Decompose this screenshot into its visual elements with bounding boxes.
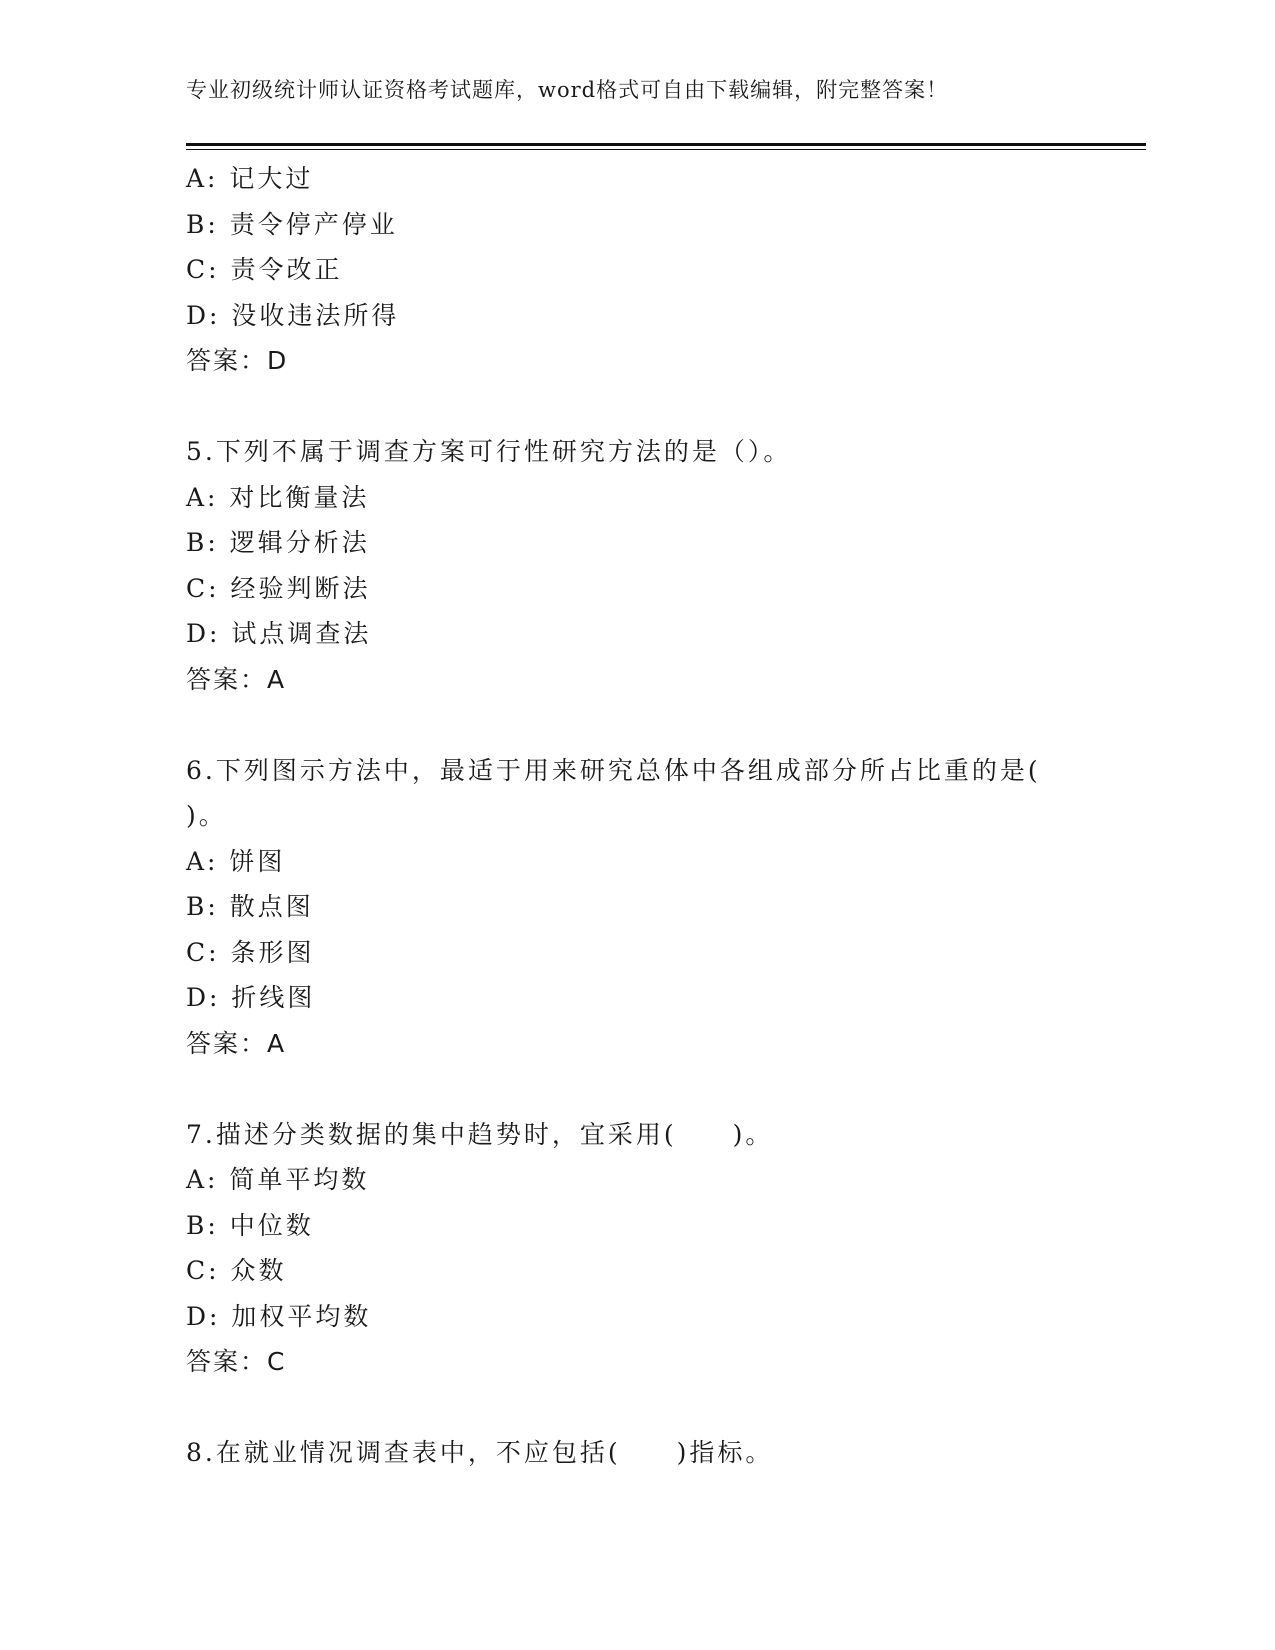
spacer bbox=[186, 384, 1106, 430]
option-b: B: 中位数 bbox=[186, 1210, 314, 1240]
option-d: D: 折线图 bbox=[186, 983, 316, 1012]
question-stem-continued: )。 bbox=[186, 801, 227, 830]
question-block-8 bbox=[186, 1430, 1106, 1476]
spacer bbox=[186, 1066, 1106, 1112]
option-d: D: 加权平均数 bbox=[186, 1301, 372, 1331]
option-b: B: 散点图 bbox=[186, 892, 314, 921]
question-block-5 bbox=[186, 429, 1106, 702]
option-a: A: 简单平均数 bbox=[186, 1165, 370, 1194]
option-c: C: 责令改正 bbox=[186, 255, 343, 284]
answer-line: 答案：D bbox=[186, 346, 289, 375]
question-stem: 8.在就业情况调查表中，不应包括( )指标。 bbox=[186, 1438, 774, 1467]
option-c: C: 众数 bbox=[186, 1256, 287, 1285]
option-a: A: 记大过 bbox=[186, 164, 314, 193]
header-divider-thick bbox=[186, 143, 1146, 146]
question-block-7 bbox=[186, 1112, 1106, 1385]
spacer bbox=[186, 1385, 1106, 1431]
answer-line: 答案：C bbox=[186, 1347, 287, 1376]
question-stem: 7.描述分类数据的集中趋势时，宜采用( )。 bbox=[186, 1119, 774, 1149]
option-a: A: 饼图 bbox=[186, 846, 286, 876]
page-header: 专业初级统计师认证资格考试题库，word格式可自由下载编辑，附完整答案！ bbox=[186, 78, 949, 102]
option-b: B: 责令停产停业 bbox=[186, 209, 398, 239]
option-d: D: 没收违法所得 bbox=[186, 300, 400, 330]
option-c: C: 条形图 bbox=[186, 937, 315, 967]
answer-line: 答案：A bbox=[186, 1028, 287, 1058]
question-block-prev bbox=[186, 156, 1106, 384]
question-list bbox=[186, 156, 1106, 1476]
option-c: C: 经验判断法 bbox=[186, 573, 371, 603]
question-block-6 bbox=[186, 748, 1106, 1067]
question-stem: 5.下列不属于调查方案可行性研究方法的是（）。 bbox=[186, 437, 792, 466]
answer-line: 答案：A bbox=[186, 664, 287, 694]
spacer bbox=[186, 702, 1106, 748]
header-divider-thin bbox=[186, 149, 1146, 150]
option-b: B: 逻辑分析法 bbox=[186, 528, 370, 557]
question-stem: 6.下列图示方法中，最适于用来研究总体中各组成部分所占比重的是( bbox=[186, 755, 1041, 785]
option-d: D: 试点调查法 bbox=[186, 619, 372, 648]
option-a: A: 对比衡量法 bbox=[186, 482, 370, 512]
